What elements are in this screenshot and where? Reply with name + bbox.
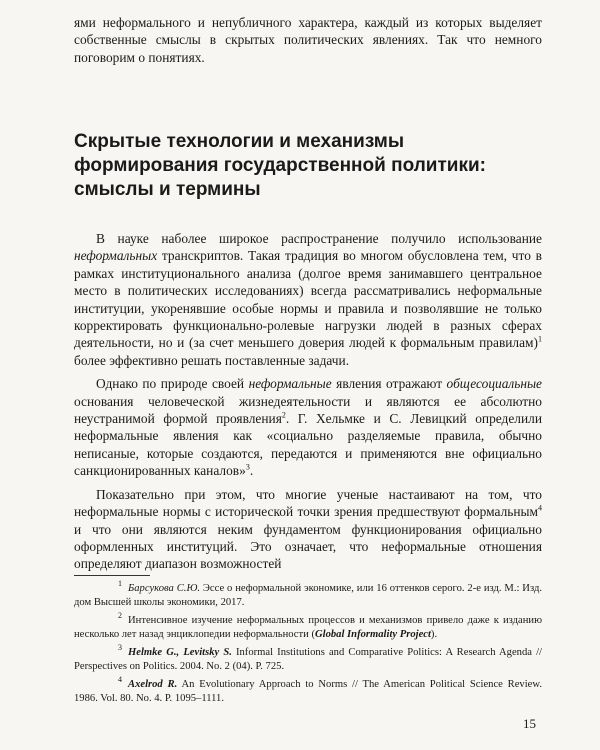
paragraph-3: Показательно при этом, что многие ученые настаивают на том, что неформальные нормы с исторической точки зрения предшествуют формальным$^4$ и что они являются неким фундаментом функционирования официально оформленных институций. Это означает, что неформальные отношения определяют диапазон возможностей (74, 486, 542, 572)
main-text (74, 230, 542, 573)
intro-paragraph (74, 14, 542, 66)
page-number: 15 (523, 716, 536, 731)
footnote-1: 1 Барсукова С.Ю. Эссе о неформальной экономике, или 16 оттенков серого. 2-е изд. М.: Изд. дом Высшей школы экономики, 2017. (74, 579, 542, 608)
footnote-4: 4 Axelrod R. An Evolutionary Approach to Norms // The American Political Science Review. 1986. Vol. 80. No. 4. P. 1095–1111. (74, 675, 542, 704)
footnote-ref-4[interactable]: 4 (538, 503, 542, 513)
section-heading: Скрытые технологии и механизмы формирования государственной политики: смыслы и термины (74, 131, 486, 200)
emphasis: общесоциальные (446, 376, 542, 392)
footnote-divider (74, 575, 150, 576)
footnote-ref-1[interactable]: 1 (538, 334, 542, 344)
intro-text: ями неформального и непубличного характера, каждый из которых выделяет собственные смыслы в скрытых политических явлениях. Так что немного поговорим о понятиях. (74, 15, 542, 65)
emphasis: неформальных (74, 248, 158, 264)
paragraph-2: Однако по природе своей неформальные явления отражают общесоциальные основания человеческой жизнедеятельности и являются ее абсолютно неустранимой формой проявления$^2$. Г. Хельмке и С. Левицкий определили неформальные явления как «социально разделяемые правила, обычно неписаные, которые создаются, передаются и применяются вне официально санкционированных каналов»$^3$. (74, 376, 542, 479)
emphasis: неформальные (248, 376, 332, 392)
footnote-ref-2[interactable]: 2 (281, 410, 286, 420)
paragraph-1: В науке наболее широкое распространение получило использование неформальных транскриптов. Такая традиция во многом обусловлена тем, что в рамках институционального анализа (долгое время занимавшего центральное место в политических исследованиях) всегда рассматривались неформальные институции, укоренявшие особые нормы и правила и позволявшие не только корректировать функционально-ролевые нагрузки людей в разных сферах деятельности, но и (за счет меньшего доверия людей к формальным правилам)$^1$ более эффективно решать поставленные задачи. (74, 231, 542, 368)
footnote-3: 3 Helmke G., Levitsky S. Informal Institutions and Comparative Politics: A Research Agenda // Perspectives on Politics. 2004. No. 2 (04). P. 725. (74, 643, 542, 672)
footnotes (74, 579, 542, 710)
footnote-2: 2 Интенсивное изучение неформальных процессов и механизмов привело даже к изданию несколько лет назад энциклопедии неформальности (Global Informality Project). (74, 611, 542, 640)
footnote-ref-3[interactable]: 3 (245, 462, 250, 472)
